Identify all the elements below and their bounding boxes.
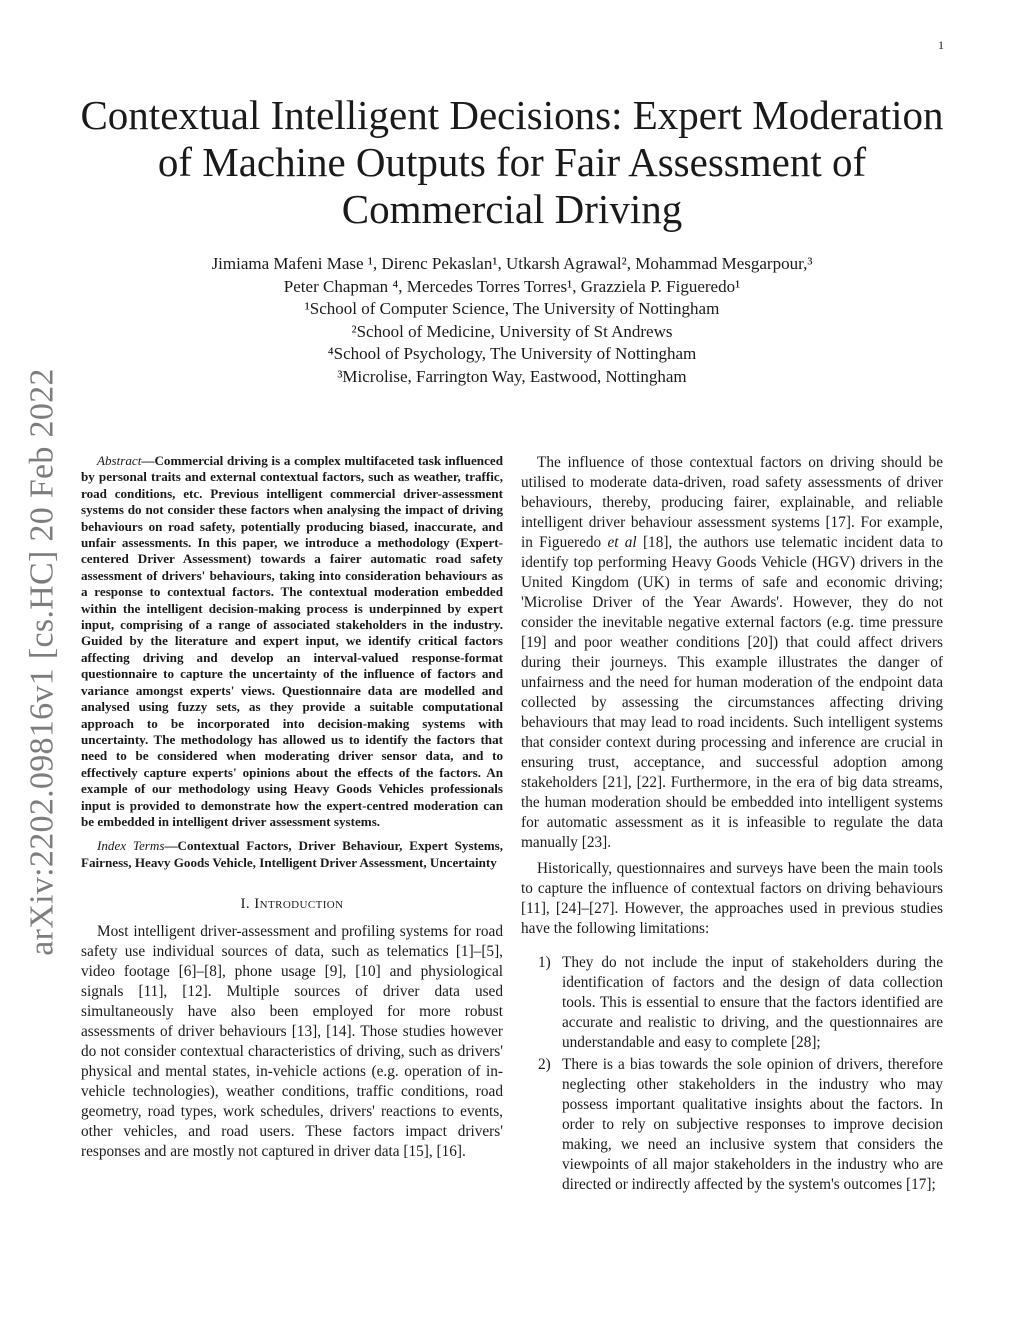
affiliation-4: ³Microlise, Farrington Way, Eastwood, Nottingham bbox=[337, 366, 687, 386]
left-column bbox=[81, 453, 503, 1162]
index-terms-dash: — bbox=[164, 838, 178, 854]
page-number: 1 bbox=[938, 38, 944, 52]
list-item bbox=[521, 953, 943, 1053]
author-line-2: Peter Chapman ⁴, Mercedes Torres Torres¹, Grazziela P. Figueredo¹ bbox=[283, 276, 741, 296]
index-terms bbox=[81, 838, 503, 871]
section-title: Introduction bbox=[254, 896, 344, 913]
et-al-text: et al bbox=[607, 534, 637, 551]
list-item-text: There is a bias towards the sole opinion of drivers, therefore neglecting other stakeholders in the industry who may possess important qualitative insights about the factors. In order to rely on subjective responses to improve decision making, we need an inclusive system that considers the viewpoints of all major stakeholders in the industry who are directed or indirectly affected by the system's outcomes [17]; bbox=[562, 1056, 943, 1193]
affiliation-3: ⁴School of Psychology, The University of Nottingham bbox=[327, 344, 697, 363]
arxiv-identifier bbox=[22, 352, 64, 972]
list-item bbox=[521, 1055, 943, 1195]
abstract bbox=[81, 453, 503, 830]
right-paragraph-1 bbox=[521, 453, 943, 853]
right-paragraph-1-part-a: The influence of those contextual factors on driving should be utilised to moderate data-driven, road safety assessments of driver behaviours, thereby, producing fairer, explainable, and reliable intelligent driver behaviour assessment systems [17]. For example, in Figueredo bbox=[521, 454, 943, 551]
abstract-label: Abstract bbox=[97, 453, 142, 468]
index-terms-text: Contextual Factors, Driver Behaviour, Expert Systems, Fairness, Heavy Goods Vehicle, Intelligent Driver Assessment, Uncertainty bbox=[81, 838, 504, 870]
arxiv-stamp-text: arXiv:2202.09816v1 [cs.HC] 20 Feb 2022 bbox=[24, 368, 61, 956]
author-line-1: Jimiama Mafeni Mase ¹, Direnc Pekaslan¹, Utkarsh Agrawal², Mohammad Mesgarpour,³ bbox=[211, 254, 813, 273]
abstract-dash: — bbox=[141, 453, 155, 468]
intro-paragraph-1: Most intelligent driver-assessment and profiling systems for road safety use individual sources of data, such as telematics [1]–[5], video footage [6]–[8], phone usage [9], [10] and physiological signals [11], [12]. Multiple sources of driver data used simultaneously have also been employed for more robust assessments of driver behaviours [13], [14]. Those studies however do not consider contextual characteristics of driving, such as drivers' physical and mental states, in-vehicle actions (e.g. operation of in-vehicle technologies), weather conditions, traffic conditions, road geometry, road types, work schedules, drivers' reactions to events, other vehicles, and road users. These factors impact drivers' responses and are mostly not captured in driver data [15], [16]. bbox=[81, 923, 503, 1161]
author-block bbox=[100, 253, 924, 388]
right-column bbox=[521, 453, 943, 1197]
list-item-text: They do not include the input of stakeholders during the identification of factors and the design of data collection tools. This is essential to ensure that the factors identified are accurate and realistic to driving, and the questionnaires are understandable and easy to complete [28]; bbox=[562, 954, 943, 1051]
index-terms-label: Index Terms bbox=[97, 838, 165, 854]
affiliation-1: ¹School of Computer Science, The University of Nottingham bbox=[304, 299, 720, 318]
right-paragraph-2: Historically, questionnaires and surveys have been the main tools to capture the influence of contextual factors on driving behaviours [11], [24]–[27]. However, the approaches used in previous studies have the following limitations: bbox=[521, 860, 943, 937]
abstract-text: Commercial driving is a complex multifaceted task influenced by personal traits and external contextual factors, such as weather, traffic, road conditions, etc. Previous intelligent commercial driver-assessment systems do not consider these factors when analysing the impact of driving behaviours on road safety, potentially producing biased, inaccurate, and unfair assessments. In this paper, we introduce a methodology (Expert-centered Driver Assessment) towards a fairer automatic road safety assessment of drivers' behaviours, taking into consideration behaviours as a response to contextual factors. The contextual moderation embedded within the intelligent decision-making process is underpinned by expert input, comprising of a range of associated stakeholders in the industry. Guided by the literature and expert input, we identify critical factors affecting driving and develop an interval-valued response-format questionnaire to capture the uncertainty of the influence of factors and variance amongst experts' views. Questionnaire data are modelled and analysed using fuzzy sets, as they provide a suitable computational approach to be incorporated into decision-making systems with uncertainty. The methodology has allowed us to identify the factors that need to be considered when moderating driver sensor data, and to effectively capture experts' opinions about the effects of the factors. An example of our methodology using Heavy Goods Vehicles professionals input is provided to demonstrate how the expert-centred moderation can be embedded in intelligent driver assessment systems. bbox=[81, 453, 503, 829]
affiliation-2: ²School of Medicine, University of St Andrews bbox=[351, 321, 673, 341]
list-item-number: 2) bbox=[538, 1056, 551, 1073]
section-heading-introduction bbox=[81, 894, 503, 914]
paper-title: Contextual Intelligent Decisions: Expert Moderation of Machine Outputs for Fair Assessment of Commercial Driving bbox=[80, 92, 944, 232]
right-paragraph-1-part-b: [18], the authors use telematic incident data to identify top performing Heavy Goods Vehicle (HGV) drivers in the United Kingdom (UK) in terms of safe and economic driving; 'Microlise Driver of the Year Awards'. However, they do not consider the inevitable negative external factors (e.g. time pressure [19] and poor weather conditions [20]) that could affect drivers during their journeys. This example illustrates the danger of unfairness and the need for human moderation of the endpoint data collected by assessing the circumstances affecting driving behaviours that may lead to road incidents. Such intelligent systems that consider context during processing and inference are crucial in ensuring trust, acceptance, and successful adoption among stakeholders [21], [22]. Furthermore, in the era of big data streams, the human moderation should be embedded into intelligent systems for automatic assessment as it is infeasible to regulate the data manually [23]. bbox=[521, 534, 943, 851]
section-numeral: I. bbox=[240, 896, 251, 913]
list-item-number: 1) bbox=[538, 954, 551, 971]
limitations-list bbox=[521, 953, 943, 1195]
